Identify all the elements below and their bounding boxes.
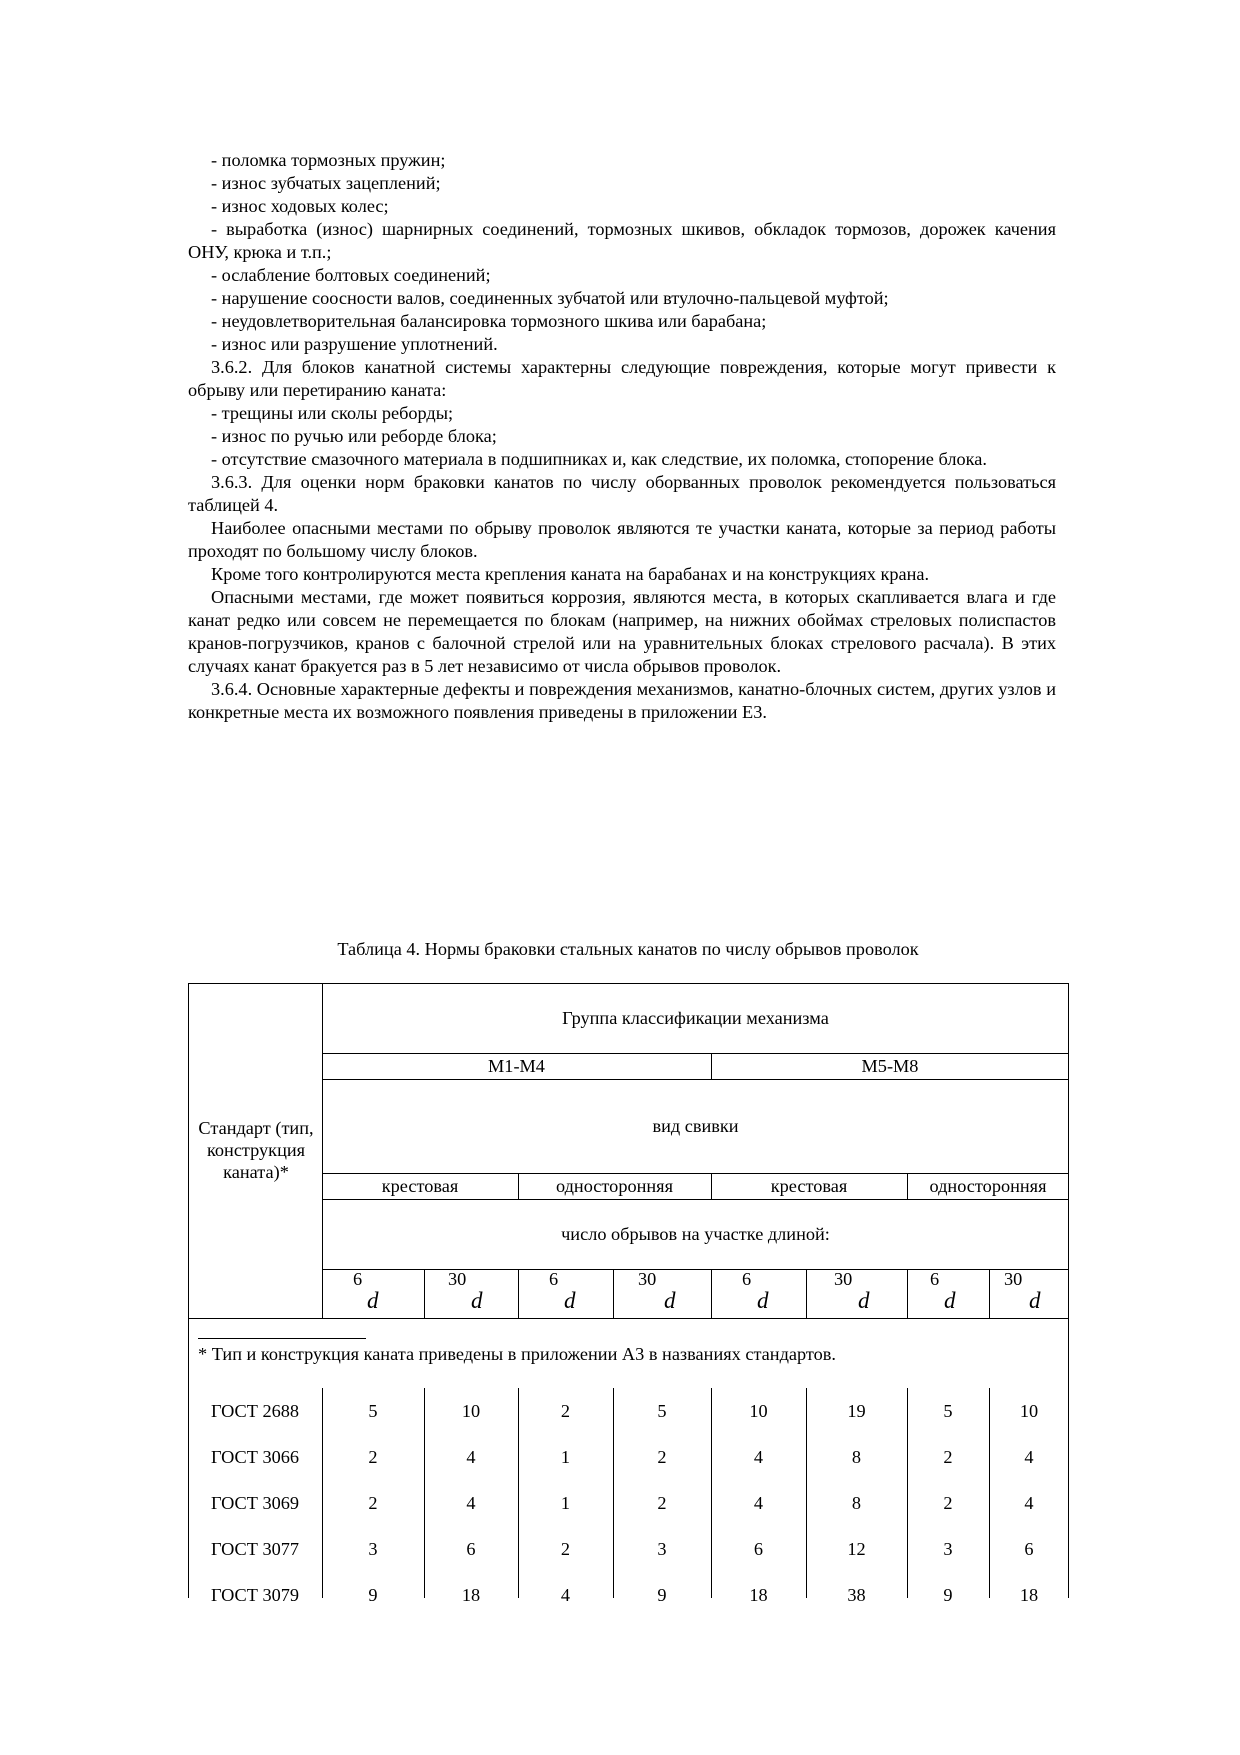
grid-line bbox=[711, 1053, 712, 1079]
table-cell: 8 bbox=[851, 1447, 862, 1467]
table-cell: 4 bbox=[466, 1493, 476, 1513]
length-number: 30 bbox=[448, 1269, 467, 1289]
row-standard: ГОСТ 3079 bbox=[210, 1585, 300, 1605]
table-cell: 1 bbox=[560, 1447, 571, 1467]
table-cell: 5 bbox=[368, 1401, 378, 1421]
length-number: 6 bbox=[549, 1269, 559, 1289]
table-cell: 1 bbox=[560, 1493, 571, 1513]
grid-line bbox=[907, 1269, 908, 1318]
grid-line bbox=[424, 1388, 425, 1598]
table-cell: 6 bbox=[753, 1539, 764, 1559]
length-unit: d bbox=[367, 1288, 379, 1313]
table-cell: 6 bbox=[1024, 1539, 1034, 1559]
length-number: 6 bbox=[742, 1269, 752, 1289]
grid-line bbox=[322, 1173, 1069, 1174]
table-cell: 4 bbox=[1024, 1493, 1034, 1513]
table-cell: 8 bbox=[851, 1493, 862, 1513]
table-cell: 2 bbox=[560, 1401, 571, 1421]
table-cell: 18 bbox=[749, 1585, 768, 1605]
table-cell: 3 bbox=[657, 1539, 667, 1559]
table-caption: Таблица 4. Нормы браковки стальных канатов по числу обрывов проволок bbox=[337, 939, 919, 959]
paragraph: - ослабление болтовых соединений; bbox=[211, 265, 491, 285]
table-cell: 18 bbox=[461, 1585, 481, 1605]
grid-line bbox=[188, 983, 189, 1318]
length-number: 6 bbox=[353, 1269, 363, 1289]
row-standard: ГОСТ 3077 bbox=[210, 1539, 300, 1559]
length-unit: d bbox=[757, 1288, 769, 1313]
length-unit: d bbox=[664, 1288, 676, 1313]
grid-line bbox=[989, 1388, 990, 1598]
table-cell: 5 bbox=[943, 1401, 953, 1421]
table-cell: 10 bbox=[749, 1401, 768, 1421]
twist-label: крестовая bbox=[381, 1176, 459, 1196]
grid-line bbox=[322, 1388, 323, 1598]
twist-label: односторонняя bbox=[556, 1176, 673, 1196]
table-footnote: * Тип и конструкция каната приведены в приложении А3 в названиях стандартов. bbox=[198, 1344, 836, 1364]
table-cell: 4 bbox=[560, 1585, 571, 1605]
grid-line bbox=[322, 1269, 1069, 1270]
row-standard: ГОСТ 3069 bbox=[210, 1493, 300, 1513]
body-text bbox=[188, 149, 1056, 724]
table-cell: 3 bbox=[943, 1539, 953, 1559]
table-cell: 2 bbox=[560, 1539, 571, 1559]
grid-line bbox=[322, 1199, 1069, 1200]
length-number: 30 bbox=[638, 1269, 657, 1289]
grid-line bbox=[518, 1173, 519, 1199]
table-cell: 3 bbox=[368, 1539, 378, 1559]
paragraph: - износ зубчатых зацеплений; bbox=[211, 173, 441, 193]
grid-line bbox=[188, 1388, 189, 1598]
paragraph: - нарушение соосности валов, соединенных зубчатой или втулочно-пальцевой муфтой; bbox=[211, 288, 889, 308]
grid-line bbox=[711, 1173, 712, 1199]
length-number: 30 bbox=[1004, 1269, 1023, 1289]
twist-label: крестовая bbox=[770, 1176, 848, 1196]
table-cell: 2 bbox=[368, 1493, 378, 1513]
table-cell: 9 bbox=[368, 1585, 378, 1605]
grid-line bbox=[1068, 983, 1069, 1388]
table-cell: 10 bbox=[461, 1401, 481, 1421]
standard-header: Стандарт (тип, конструкция каната)* bbox=[198, 1117, 314, 1182]
grid-line bbox=[806, 1269, 807, 1318]
group-m1-m4: М1-М4 bbox=[488, 1056, 545, 1076]
grid-line bbox=[188, 1318, 189, 1388]
paragraph: 3.6.4. Основные характерные дефекты и повреждения механизмов, канатно-блочных систем, других узлов и конкретные места их возможного появления приведены в приложении Е3. bbox=[188, 679, 1056, 722]
footnote-separator bbox=[198, 1338, 366, 1339]
grid-line bbox=[907, 1173, 908, 1199]
grid-line bbox=[711, 1269, 712, 1318]
group-m5-m8: М5-М8 bbox=[861, 1056, 919, 1076]
grid-line bbox=[989, 1269, 990, 1318]
grid-line bbox=[188, 983, 1069, 984]
table-cell: 5 bbox=[657, 1401, 667, 1421]
table-cell: 2 bbox=[657, 1447, 667, 1467]
grid-line bbox=[613, 1388, 614, 1598]
grid-line bbox=[518, 1388, 519, 1598]
table-cell: 9 bbox=[943, 1585, 953, 1605]
length-header: число обрывов на участке длиной: bbox=[561, 1224, 830, 1244]
length-unit: d bbox=[564, 1288, 576, 1313]
paragraph: - износ или разрушение уплотнений. bbox=[211, 334, 498, 354]
rope-rejection-table bbox=[188, 983, 1069, 1605]
paragraph: - выработка (износ) шарнирных соединений, тормозных шкивов, обкладок тормозов, дорожек качения ОНУ, крюка и т.п.; bbox=[188, 219, 1056, 262]
table-cell: 2 bbox=[943, 1447, 953, 1467]
grid-line bbox=[188, 1318, 1069, 1319]
table-cell: 4 bbox=[753, 1447, 764, 1467]
table-cell: 4 bbox=[466, 1447, 476, 1467]
paragraph: Наиболее опасными местами по обрыву проволок являются те участки каната, которые за период работы проходят по большому числу блоков. bbox=[188, 518, 1056, 561]
paragraph: 3.6.3. Для оценки норм браковки канатов по числу оборванных проволок рекомендуется пользоваться таблицей 4. bbox=[188, 472, 1056, 515]
grid-line bbox=[322, 983, 323, 1318]
paragraph: - поломка тормозных пружин; bbox=[211, 150, 446, 170]
group-header: Группа классификации механизма bbox=[562, 1008, 829, 1028]
paragraph: Кроме того контролируются места крепления каната на барабанах и на конструкциях крана. bbox=[211, 564, 930, 584]
length-number: 6 bbox=[930, 1269, 940, 1289]
row-standard: ГОСТ 3066 bbox=[210, 1447, 300, 1467]
table-cell: 18 bbox=[1019, 1585, 1039, 1605]
table-cell: 19 bbox=[847, 1401, 866, 1421]
grid-line bbox=[322, 1053, 1069, 1054]
grid-line bbox=[806, 1388, 807, 1598]
table-cell: 4 bbox=[753, 1493, 764, 1513]
grid-line bbox=[907, 1388, 908, 1598]
table-cell: 4 bbox=[1024, 1447, 1034, 1467]
twist-header: вид свивки bbox=[652, 1116, 739, 1136]
paragraph: Опасными местами, где может появиться коррозия, являются места, в которых скапливается влага и где канат редко или совсем не перемещается по блокам (например, на нижних обоймах стреловых полиспастов кранов-погрузчиков, кранов с балочной стрелой или на уравнительных блоках стрелового расчала). В этих случаях канат бракуется раз в 5 лет независимо от числа обрывов проволок. bbox=[188, 587, 1056, 676]
row-standard: ГОСТ 2688 bbox=[210, 1401, 300, 1421]
grid-line bbox=[613, 1269, 614, 1318]
length-unit: d bbox=[858, 1288, 870, 1313]
length-unit: d bbox=[471, 1288, 483, 1313]
grid-line bbox=[322, 1079, 1069, 1080]
length-unit: d bbox=[944, 1288, 956, 1313]
length-number: 30 bbox=[834, 1269, 853, 1289]
table-cell: 10 bbox=[1019, 1401, 1039, 1421]
grid-line bbox=[711, 1388, 712, 1598]
grid-line bbox=[518, 1269, 519, 1318]
table-cell: 6 bbox=[466, 1539, 476, 1559]
length-unit: d bbox=[1029, 1288, 1041, 1313]
table-cell: 2 bbox=[368, 1447, 378, 1467]
twist-label: односторонняя bbox=[929, 1176, 1047, 1196]
paragraph: - износ по ручью или реборде блока; bbox=[211, 426, 497, 446]
paragraph: - отсутствие смазочного материала в подшипниках и, как следствие, их поломка, стопорение блока. bbox=[211, 449, 987, 469]
table-cell: 2 bbox=[943, 1493, 953, 1513]
grid-line bbox=[424, 1269, 425, 1318]
paragraph: - трещины или сколы реборды; bbox=[211, 403, 454, 423]
grid-line bbox=[1068, 1388, 1069, 1598]
paragraph: - неудовлетворительная балансировка тормозного шкива или барабана; bbox=[211, 311, 767, 331]
paragraph: - износ ходовых колес; bbox=[211, 196, 389, 216]
table-cell: 12 bbox=[847, 1539, 866, 1559]
paragraph: 3.6.2. Для блоков канатной системы характерны следующие повреждения, которые могут привести к обрыву или перетиранию каната: bbox=[188, 357, 1056, 400]
table-cell: 38 bbox=[847, 1585, 866, 1605]
table-cell: 9 bbox=[657, 1585, 667, 1605]
table-cell: 2 bbox=[657, 1493, 667, 1513]
